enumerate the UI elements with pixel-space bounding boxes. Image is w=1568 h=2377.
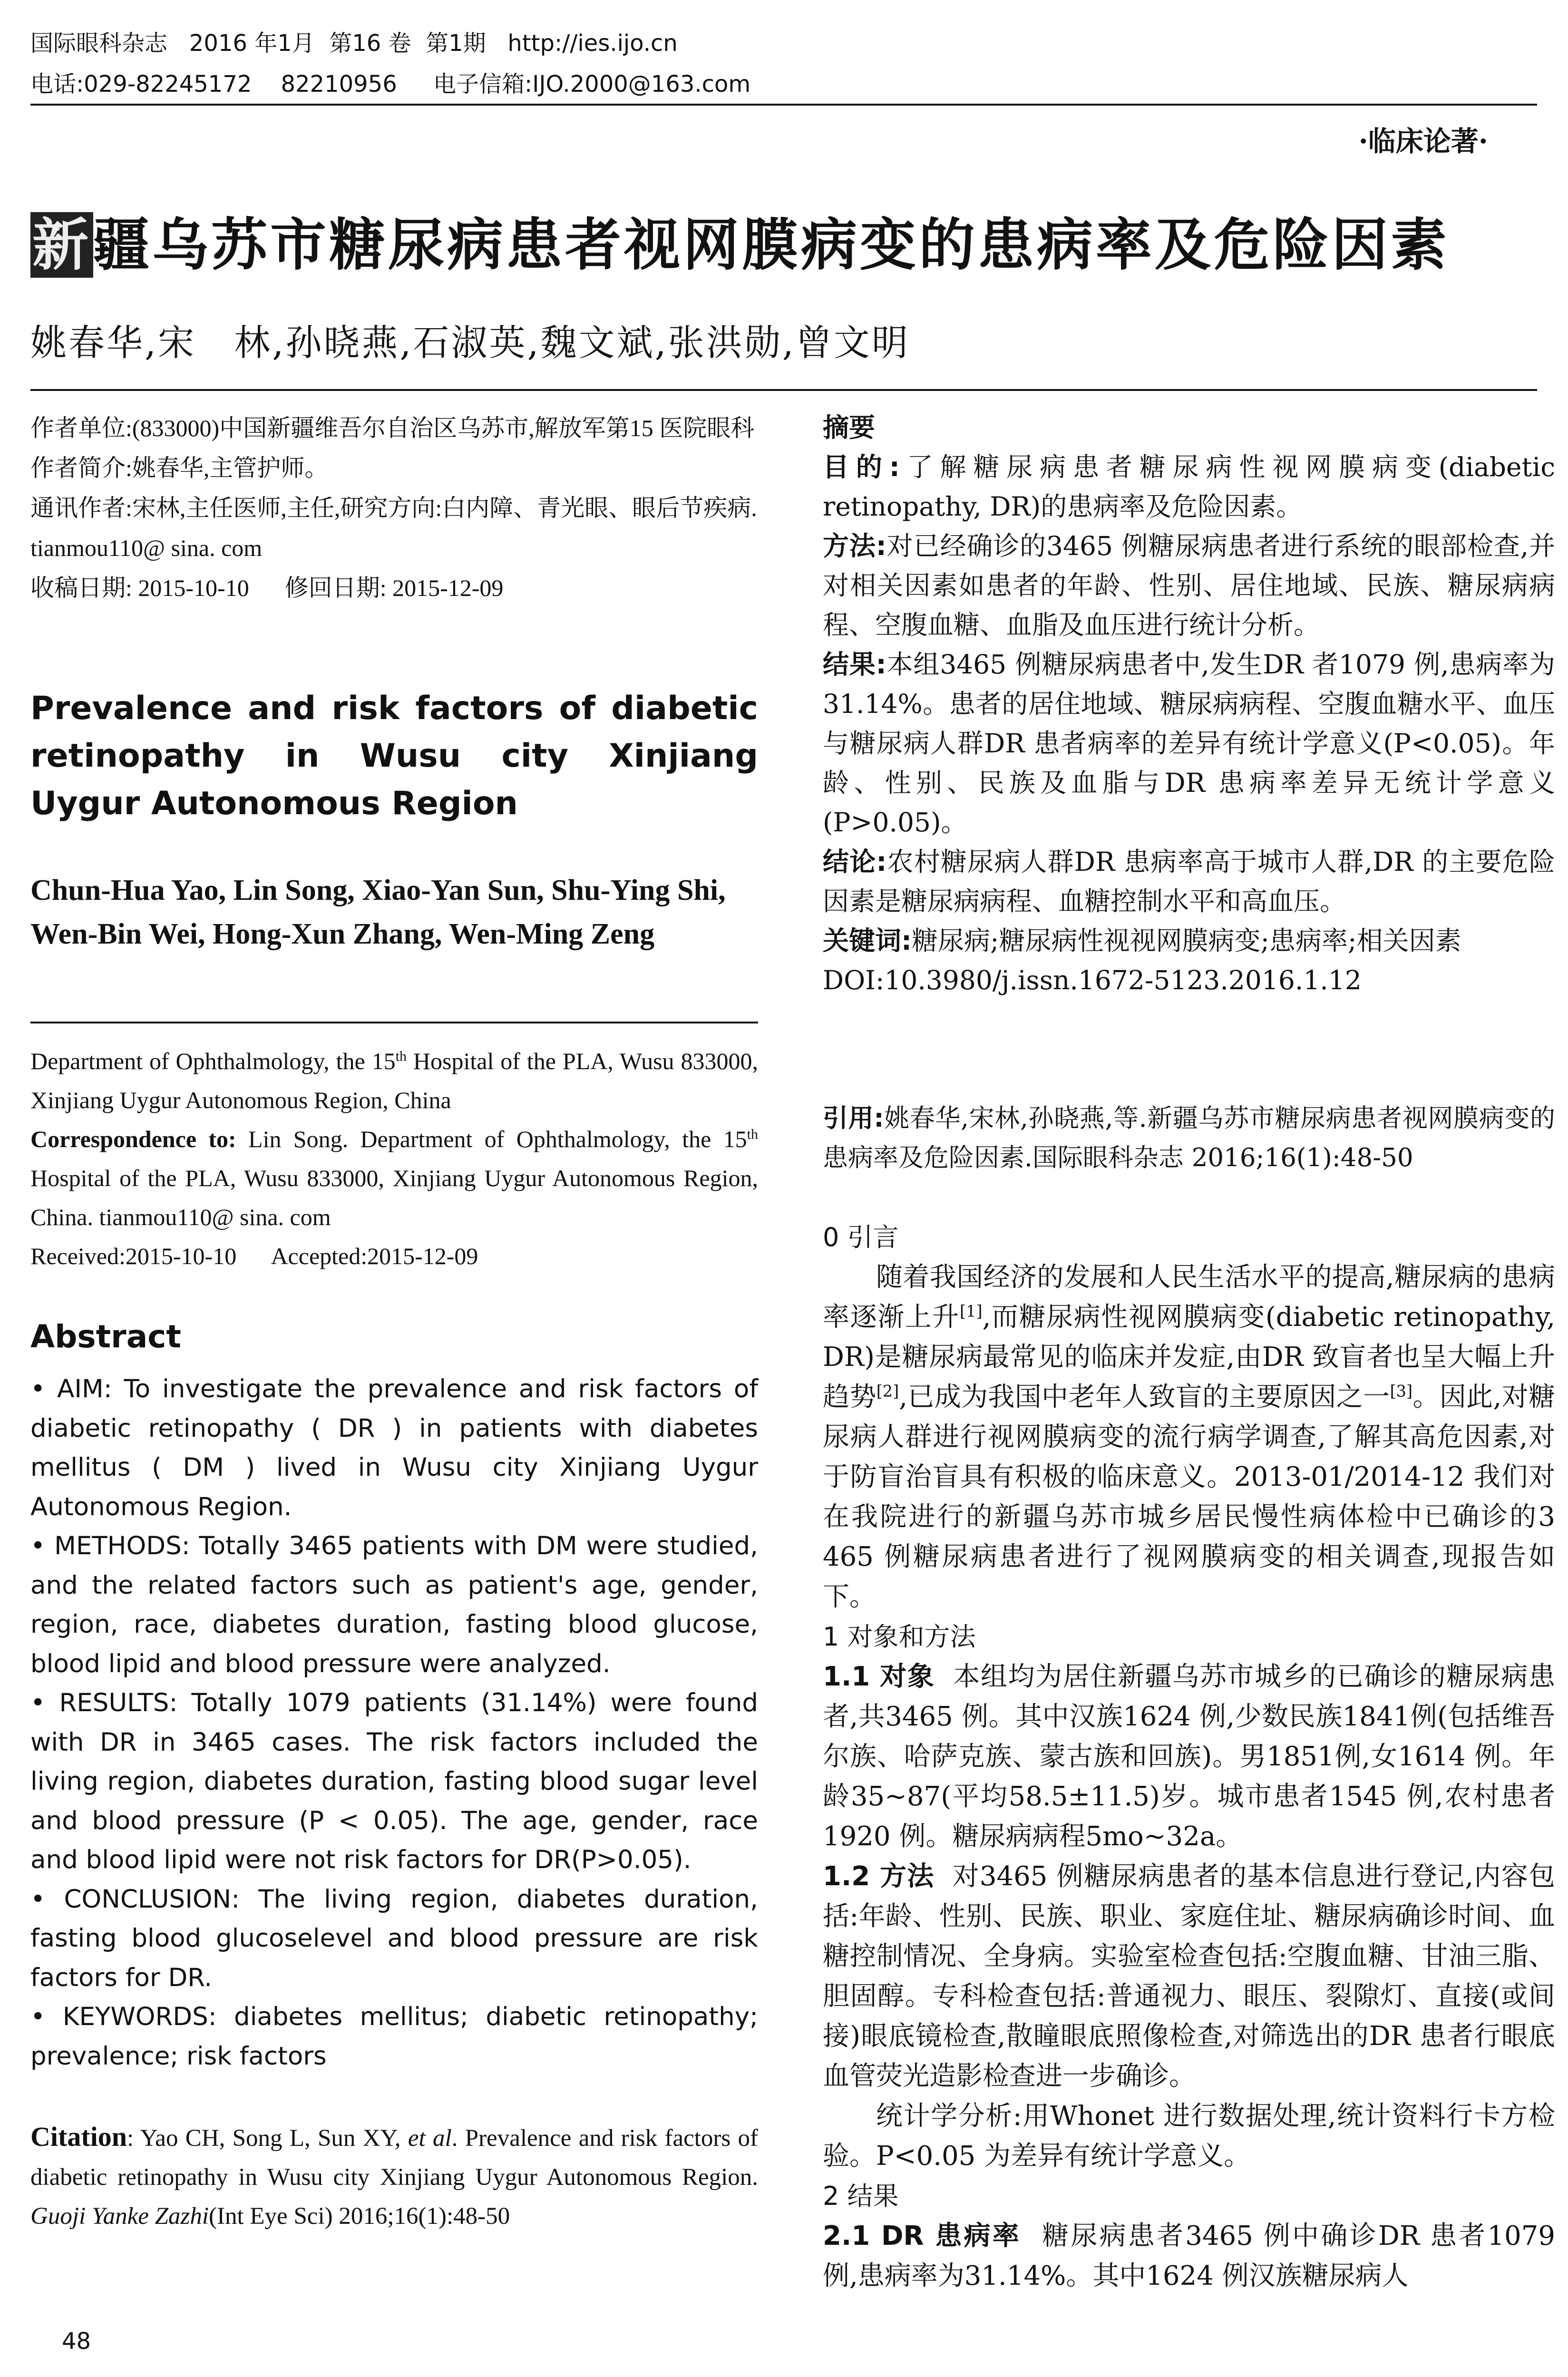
affiliation-corresponding: 通讯作者:宋林,主任医师,主任,研究方向:白内障、青光眼、眼后节疾病. tianmou110@ sina. com <box>30 495 757 561</box>
citation-label: Citation <box>30 2121 127 2152</box>
cn-methods <box>823 526 1555 645</box>
english-authors: Chun-Hua Yao, Lin Song, Xiao-Yan Sun, Shu-Ying Shi, Wen-Bin Wei, Hong-Xun Zhang, Wen-Ming Zeng <box>30 874 726 950</box>
dept-sup: th <box>395 1048 407 1064</box>
left-rule <box>30 1022 758 1023</box>
cn-citation-label: 引用: <box>823 1104 884 1133</box>
abstract-methods: • METHODS: Totally 3465 patients with DM were studied, and the related factors such as patient's age, gender, region, race, diabetes duration, fasting blood glucose, blood lipid and blood pressure were analyzed. <box>30 1531 758 1678</box>
citation-journal: Guoji Yanke Zazhi <box>30 2203 209 2230</box>
subjects-text: 本组均为居住新疆乌苏市城乡的已确诊的糖尿病患者,共3465 例。其中汉族1624 例,少数民族1841例(包括维吾尔族、哈萨克族、蒙古族和回族)。男1851例,女1614 例。年龄35~87(平均58.5±11.5)岁。城市患者1545 例,农村患者1920 例。糖尿病病程5mo~32a。 <box>823 1661 1556 1852</box>
dr-paragraph <box>823 2216 1555 2296</box>
affiliation-bio: 作者简介:姚春华,主管护师。 <box>30 455 329 481</box>
cn-keywords-text: 糖尿病;糖尿病性视视网膜病变;患病率;相关因素 <box>912 925 1461 956</box>
ref-1: [1] <box>959 1302 983 1321</box>
cn-conclusion-text: 农村糖尿病人群DR 患病率高于城市人群,DR 的主要危险因素是糖尿病病程、血糖控制水平和高血压。 <box>823 847 1555 916</box>
correspondence-label: Correspondence to: <box>30 1126 236 1152</box>
cn-methods-text: 对已经确诊的3465 例糖尿病患者进行系统的眼部检查,并对相关因素如患者的年龄、性别、居住地域、民族、糖尿病病程、空腹血糖、血脂及血压进行统计分析。 <box>823 531 1555 640</box>
dept-b: Hospital of the PLA, Wusu 833000, Xinjiang Uygur Autonomous Region, China <box>30 1048 758 1113</box>
intro-c: ,已成为我国中老年人致盲的主要原因之一 <box>899 1382 1390 1413</box>
abstract-keywords: • KEYWORDS: diabetes mellitus; diabetic retinopathy; prevalence; risk factors <box>30 2002 758 2071</box>
journal-header-line1: 国际眼科杂志 2016 年1月 第16 卷 第1期 http://ies.ijo.cn <box>30 30 678 57</box>
citation-a: : Yao CH, Song L, Sun XY, <box>127 2125 408 2152</box>
citation-etal: et al <box>408 2125 452 2152</box>
intro-paragraph <box>823 1257 1555 1617</box>
cn-citation-text: 姚春华,宋林,孙晓燕,等.新疆乌苏市糖尿病患者视网膜病变的患病率及危险因素.国际眼科杂志 2016;16(1):48-50 <box>823 1104 1555 1172</box>
abstract-body <box>30 1370 758 2076</box>
department-text <box>30 1042 758 1120</box>
abstract-conclusion: • CONCLUSION: The living region, diabetes duration, fasting blood glucoselevel and blood pressure are risk factors for DR. <box>30 1884 758 1992</box>
authors-cn: 姚春华,宋 林,孙晓燕,石淑英,魏文斌,张洪勋,曾文明 <box>30 321 910 364</box>
citation-c: (Int Eye Sci) 2016;16(1):48-50 <box>209 2203 510 2230</box>
cn-results-text: 本组3465 例糖尿病患者中,发生DR 者1079 例,患病率为31.14%。患者的居住地域、糖尿病病程、空腹血糖水平、血压与糖尿病人群DR 患者病率的差异有统计学意义(P<0.05)。年龄、性别、民族及血脂与DR 患病率差异无统计学意义(P>0.05)。 <box>823 649 1555 838</box>
cn-results-label: 结果: <box>823 649 886 680</box>
title-rest: 疆乌苏市糖尿病患者视网膜病变的患病率及危险因素 <box>93 212 1450 278</box>
intro-d: 。因此,对糖尿病人群进行视网膜病变的流行病学调查,了解其高危因素,对于防盲治盲具有积极的临床意义。2013-01/2014-12 我们对在我院进行的新疆乌苏市城乡居民慢性病体检中已确诊的3 465 例糖尿病患者进行了视网膜病变的相关调查,现报告如下。 <box>823 1382 1555 1612</box>
cn-aim <box>823 448 1555 526</box>
method-paragraph <box>823 1857 1555 2096</box>
abstract-aim: • AIM: To investigate the prevalence and risk factors of diabetic retinopathy ( DR ) in patients with diabetes mellitus ( DM ) lived in Wusu city Xinjiang Uygur Autonomous Region. <box>30 1374 758 1521</box>
cn-results <box>823 645 1555 842</box>
cn-methods-label: 方法: <box>823 531 886 561</box>
abstract-heading: Abstract <box>30 1318 181 1355</box>
cn-aim-text: 了解糖尿病患者糖尿病性视网膜病变(diabetic retinopathy, DR)的患病率及危险因素。 <box>823 452 1555 522</box>
citation <box>30 2117 758 2236</box>
corr-sup: th <box>747 1126 758 1142</box>
cn-doi: DOI:10.3980/j.issn.1672-5123.2016.1.12 <box>823 965 1362 995</box>
methods-heading: 1 对象和方法 <box>823 1622 976 1652</box>
cn-abstract <box>823 408 1555 1000</box>
received-dates: Received:2015-10-10 Accepted:2015-12-09 <box>30 1243 478 1269</box>
affiliation-unit: 作者单位:(833000)中国新疆维吾尔自治区乌苏市,解放军第15 医院眼科 <box>30 415 755 441</box>
section-tag: ·临床论著· <box>1358 125 1488 157</box>
cn-keywords <box>823 921 1555 961</box>
intro-a: 随着我国经济的发展和人民生活水平的提高,糖尿病的患病率逐渐上升 <box>823 1262 1555 1333</box>
ref-3: [3] <box>1390 1382 1413 1401</box>
affiliation-dates: 收稿日期: 2015-10-10 修回日期: 2015-12-09 <box>30 575 504 601</box>
english-title: Prevalence and risk factors of diabetic retinopathy in Wusu city Xinjiang Uygur Autonomous Region <box>30 690 758 822</box>
subjects-paragraph <box>823 1657 1555 1857</box>
intro-b: ,而糖尿病性视网膜病变(diabetic retinopathy, DR)是糖尿病最常见的临床并发症,由DR 致盲者也呈大幅上升趋势 <box>823 1302 1555 1413</box>
cn-keywords-label: 关键词: <box>823 925 912 956</box>
method-text: 对3465 例糖尿病患者的基本信息进行登记,内容包括:年龄、性别、民族、职业、家庭住址、糖尿病确诊时间、血糖控制情况、全身病。实验室检查包括:空腹血糖、甘油三脂、胆固醇。专科检查包括:普通视力、眼压、裂隙灯、直接(或间接)眼底镜检查,散瞳眼底照像检查,对筛选出的DR 患者行眼底血管荧光造影检查进一步确诊。 <box>823 1861 1556 2092</box>
english-department <box>30 1042 758 1276</box>
cn-citation <box>823 1099 1555 1178</box>
method-label: 1.2 方法 <box>823 1861 935 1892</box>
authors-rule <box>30 389 1537 391</box>
body-text <box>823 1218 1555 2296</box>
abstract-results: • RESULTS: Totally 1079 patients (31.14%) were found with DR in 3465 cases. The risk factors included the living region, diabetes duration, fasting blood sugar level and blood pressure (P < 0.05). The age, gender, race and blood lipid were not risk factors for DR(P>0.05). <box>30 1688 758 1874</box>
subjects-label: 1.1 对象 <box>823 1661 935 1692</box>
cn-conclusion <box>823 842 1555 921</box>
results-heading: 2 结果 <box>823 2181 899 2211</box>
corr-a: Lin Song. Department of Ophthalmology, the 15 <box>236 1126 747 1152</box>
dr-text: 糖尿病患者3465 例中确诊DR 患者1079 例,患病率为31.14%。其中1624 例汉族糖尿病人 <box>823 2221 1555 2291</box>
intro-heading: 0 引言 <box>823 1222 899 1252</box>
article-title <box>30 200 1450 281</box>
title-first-char: 新 <box>30 212 93 278</box>
stats-paragraph: 统计学分析:用Whonet 进行数据处理,统计资料行卡方检验。P<0.05 为差异有统计学意义。 <box>823 2101 1555 2172</box>
ref-2: [2] <box>876 1382 899 1401</box>
dept-a: Department of Ophthalmology, the 15 <box>30 1048 396 1074</box>
cn-aim-label: 目的: <box>823 452 900 482</box>
affiliation <box>30 408 758 608</box>
correspondence-text <box>30 1120 758 1237</box>
page-number: 48 <box>62 2328 91 2355</box>
corr-b: Hospital of the PLA, Wusu 833000, Xinjiang Uygur Autonomous Region, China. tianmou110@ sina. com <box>30 1165 758 1230</box>
cn-abstract-heading: 摘要 <box>823 412 876 443</box>
header-rule <box>30 104 1537 106</box>
journal-header-line2: 电话:029-82245172 82210956 电子信箱:IJO.2000@163.com <box>30 71 751 97</box>
cn-conclusion-label: 结论: <box>823 847 887 877</box>
citation-b: . Prevalence and risk factors of diabetic retinopathy in Wusu city Xinjiang Uygur Autonomous Region. <box>30 2125 759 2191</box>
dr-label: 2.1 DR 患病率 <box>823 2221 1022 2251</box>
